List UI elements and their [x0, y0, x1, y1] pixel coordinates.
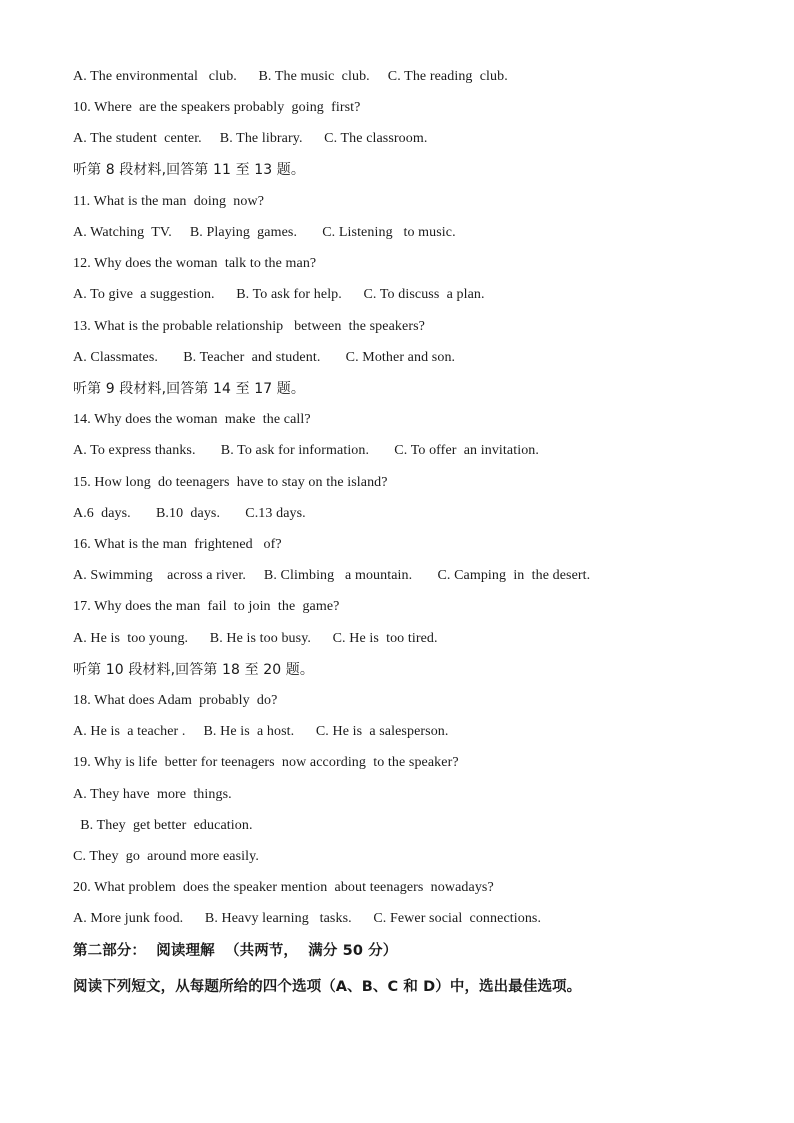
q15-question: 15. How long do teenagers have to stay on the island?: [73, 475, 388, 490]
q11-question: 11. What is the man doing now?: [73, 194, 265, 209]
q10-question: 10. Where are the speakers probably going first?: [73, 100, 361, 115]
q10-options: A. The student center. B. The library. C. The classroom.: [73, 131, 428, 146]
q17-question: 17. Why does the man fail to join the game?: [73, 599, 340, 614]
q13-options: A. Classmates. B. Teacher and student. C. Mother and son.: [73, 350, 456, 365]
q14-options: A. To express thanks. B. To ask for information. C. To offer an invitation.: [73, 443, 539, 458]
reading-instruction: 阅读下列短文，从每题所给的四个选项（A、B、C 和 D）中，选出最佳选项。: [73, 979, 582, 995]
q18-options: A. He is a teacher . B. He is a host. C. He is a salesperson.: [73, 724, 449, 739]
q11-options: A. Watching TV. B. Playing games. C. Listening to music.: [73, 225, 456, 240]
q19-option-a: A. They have more things.: [73, 787, 232, 802]
q13-question: 13. What is the probable relationship between the speakers?: [73, 319, 425, 334]
q20-question: 20. What problem does the speaker mention about teenagers nowadays?: [73, 880, 494, 895]
q9-options: A. The environmental club. B. The music club. C. The reading club.: [73, 69, 508, 84]
section-instruction-10: 听第 10 段材料,回答第 18 至 20 题。: [73, 662, 314, 678]
q19-option-c: C. They go around more easily.: [73, 849, 259, 864]
section-instruction-8: 听第 8 段材料,回答第 11 至 13 题。: [73, 162, 305, 178]
q19-option-b: B. They get better education.: [73, 818, 253, 833]
q20-options: A. More junk food. B. Heavy learning tasks. C. Fewer social connections.: [73, 911, 542, 926]
q16-options: A. Swimming across a river. B. Climbing a mountain. C. Camping in the desert.: [73, 568, 591, 583]
section-instruction-9: 听第 9 段材料,回答第 14 至 17 题。: [73, 381, 305, 397]
q18-question: 18. What does Adam probably do?: [73, 693, 278, 708]
q12-options: A. To give a suggestion. B. To ask for help. C. To discuss a plan.: [73, 287, 485, 302]
part-two-heading: 第二部分： 阅读理解 （共两节， 满分 50 分）: [73, 943, 398, 959]
q14-question: 14. Why does the woman make the call?: [73, 412, 311, 427]
q12-question: 12. Why does the woman talk to the man?: [73, 256, 317, 271]
q15-options: A.6 days. B.10 days. C.13 days.: [73, 506, 306, 521]
q19-question: 19. Why is life better for teenagers now according to the speaker?: [73, 755, 459, 770]
q16-question: 16. What is the man frightened of?: [73, 537, 282, 552]
q17-options: A. He is too young. B. He is too busy. C. He is too tired.: [73, 631, 438, 646]
